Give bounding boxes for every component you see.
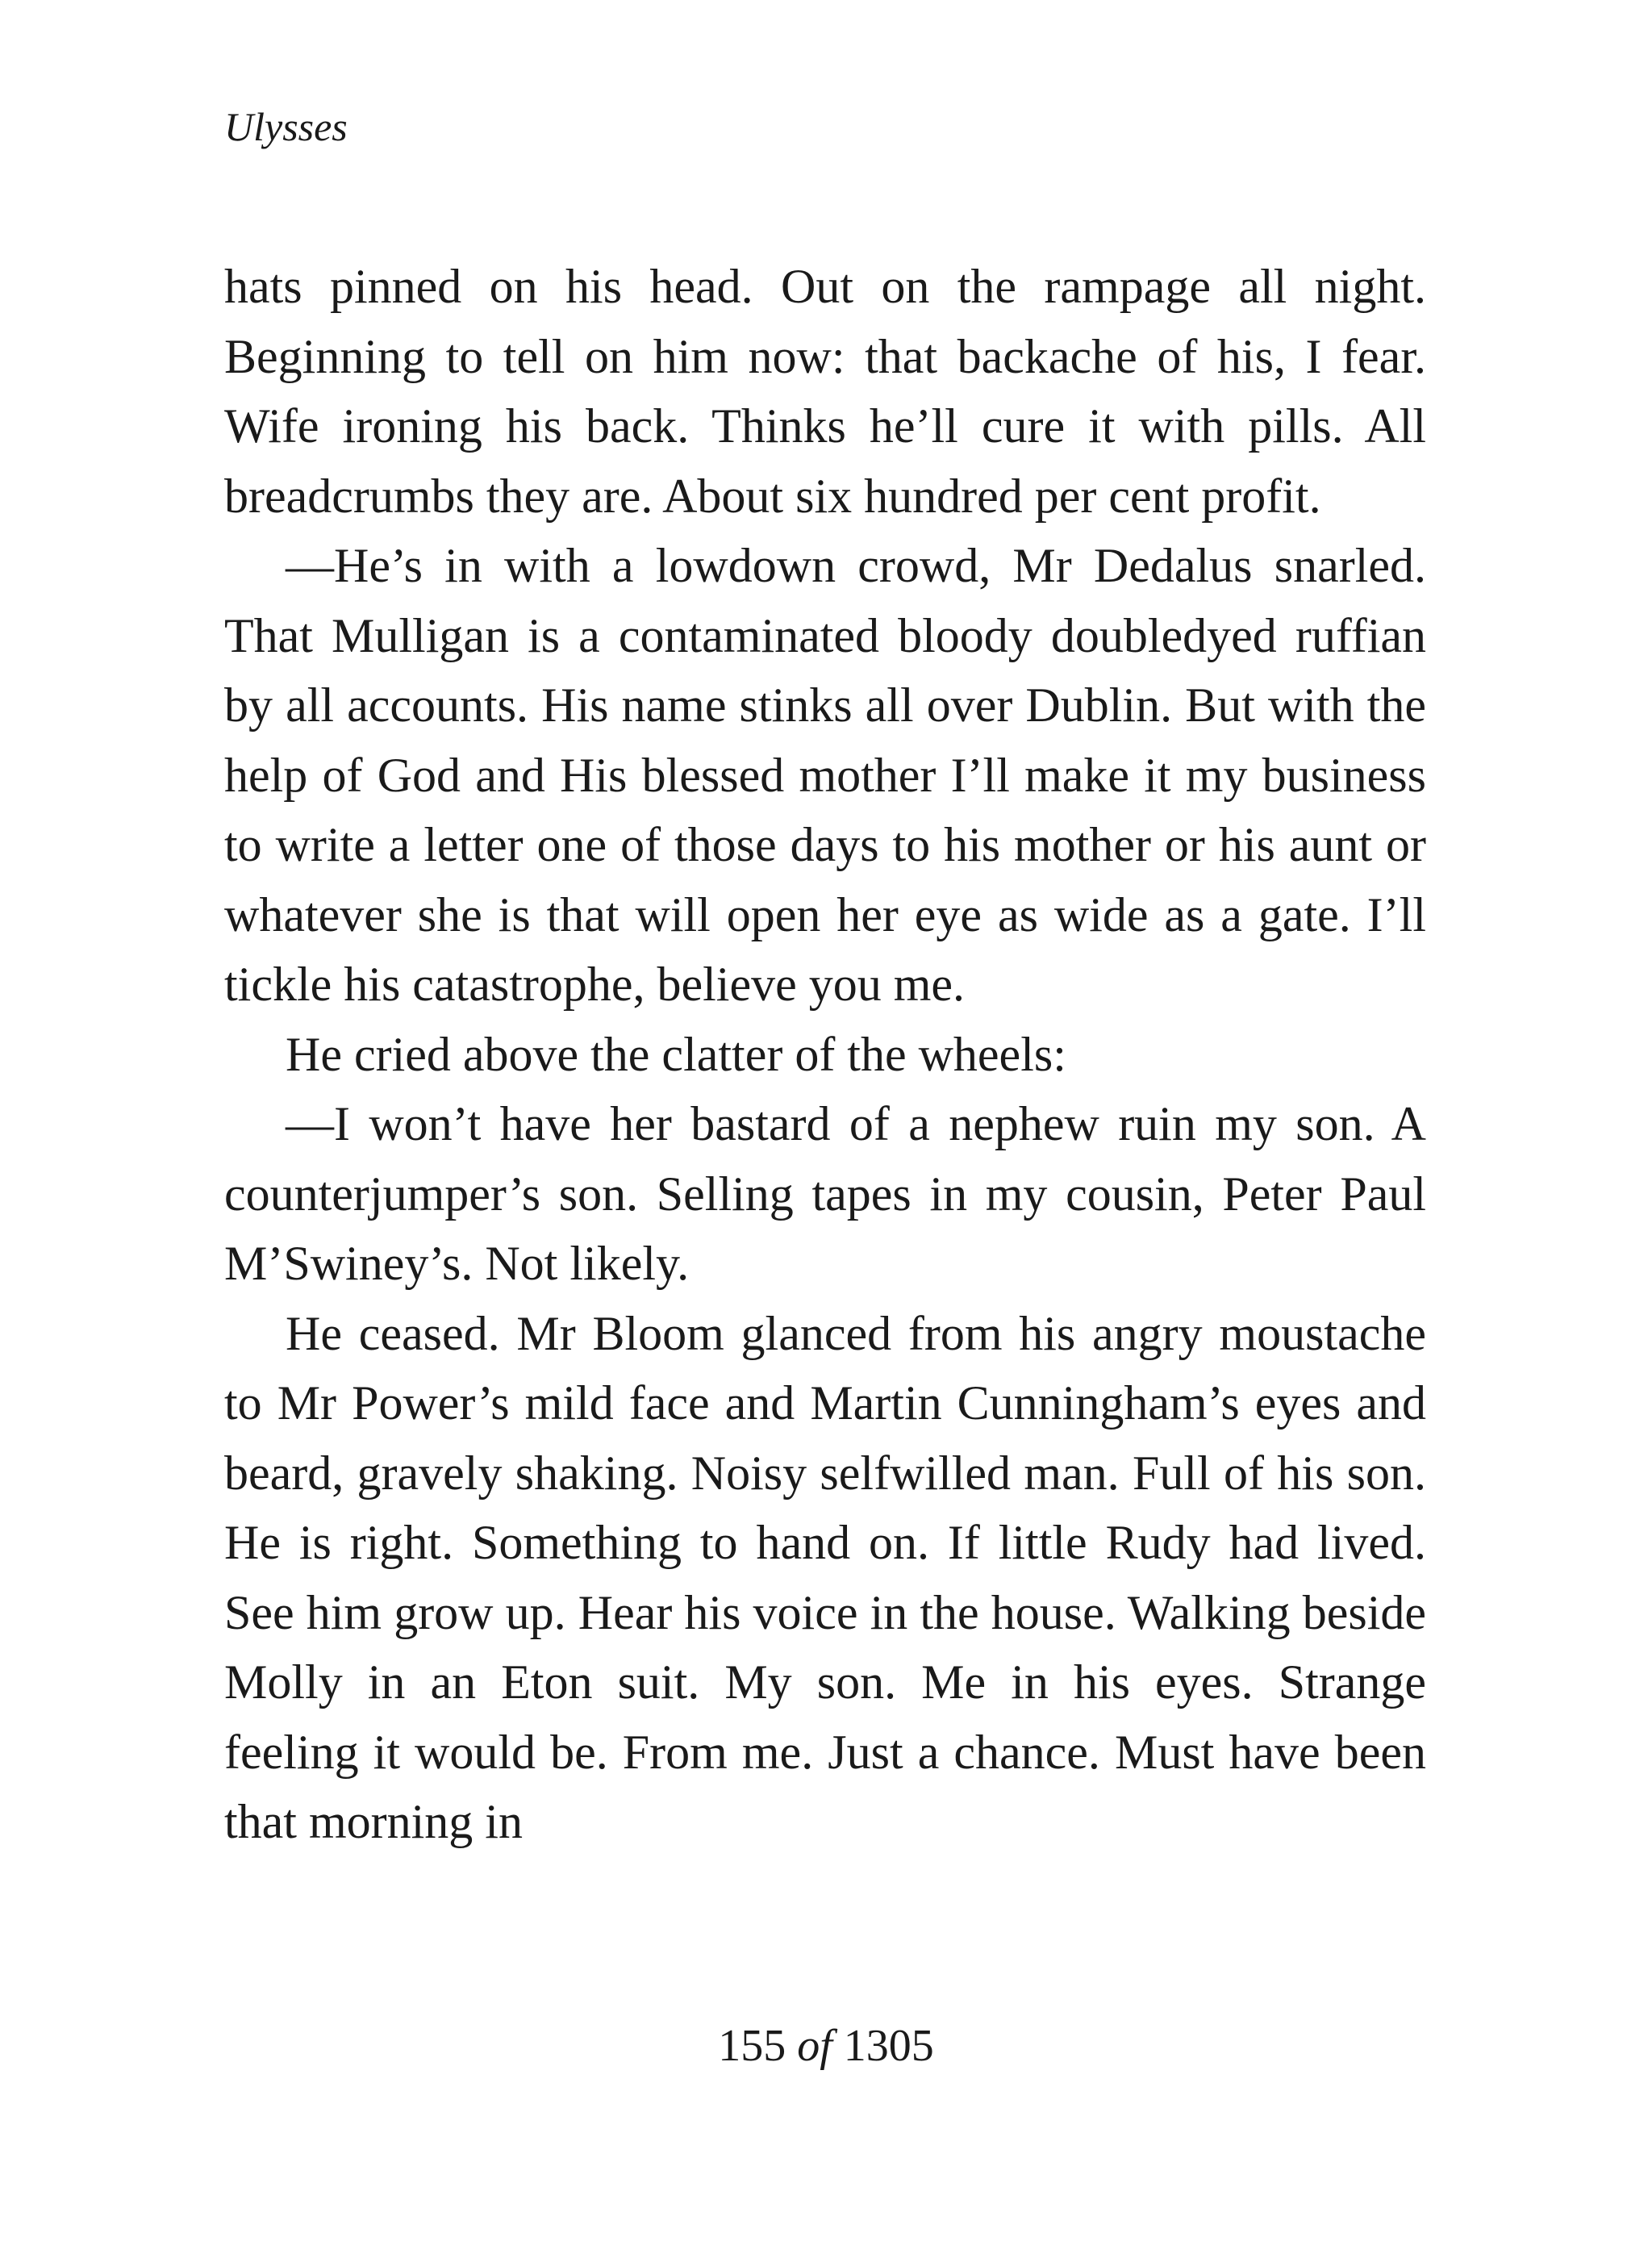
paragraph-dialogue-nephew: —I won’t have her bastard of a nephew ruin my son. A counterjumper’s son. Selling tapes in my cousin, Peter Paul M’Swiney’s. Not likely. bbox=[224, 1097, 1426, 1290]
paragraph-narration: He cried above the clatter of the wheels: bbox=[286, 1027, 1066, 1081]
running-title: Ulysses bbox=[224, 104, 348, 149]
current-page-number: 155 bbox=[718, 2021, 786, 2071]
paragraph-continuation: hats pinned on his head. Out on the rampage all night. Beginning to tell on him now: that backache of his, I fear. Wife ironing his back. Thinks he’ll cure it with pills. All breadcrumbs they are. About six hundred per cent profit. bbox=[224, 260, 1426, 523]
page-body bbox=[224, 252, 1426, 1857]
paragraph-bloom-thoughts: He ceased. Mr Bloom glanced from his angry moustache to Mr Power’s mild face and Martin Cunningham’s eyes and beard, gravely shaking. Noisy selfwilled man. Full of his son. He is right. Something to hand on. If little Rudy had lived. See him grow up. Hear his voice in the house. Walking beside Molly in an Eton suit. My son. Me in his eyes. Strange feeling it would be. From me. Just a chance. Must have been that morning in bbox=[224, 1306, 1426, 1848]
page-number bbox=[0, 2021, 1652, 2071]
total-page-count: 1305 bbox=[843, 2021, 934, 2071]
paragraph-dialogue-dedalus: —He’s in with a lowdown crowd, Mr Dedalus snarled. That Mulligan is a contaminated bloody doubledyed ruffian by all accounts. His name stinks all over Dublin. But with the help of God and His blessed mother I’ll make it my business to write a letter one of those days to his mother or his aunt or whatever she is that will open her eye as wide as a gate. I’ll tickle his catastrophe, believe you me. bbox=[224, 539, 1426, 1011]
page-of-label: of bbox=[797, 2021, 832, 2071]
